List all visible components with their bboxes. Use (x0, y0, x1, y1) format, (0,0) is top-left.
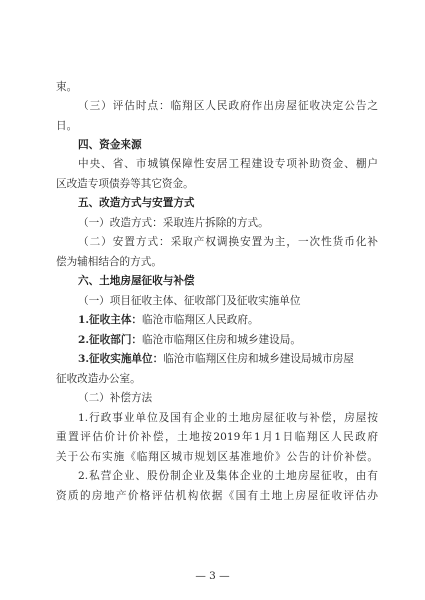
body-text-line: 关于公布实施《临翔区城市规划区基准地价》公告的计价补偿。 (56, 451, 378, 463)
item-label: 3.征收实施单位： (78, 353, 164, 365)
body-text-line: 日。 (56, 120, 78, 132)
body-text-line: 束。 (56, 81, 78, 93)
item-label: 1.征收主体： (78, 314, 143, 326)
item-text: 临沧市临翔区住房和城乡建设局。 (142, 334, 301, 346)
body-text-line: （三）评估时点：临翔区人民政府作出房屋征收决定公告之 (78, 100, 378, 112)
body-text-line: 征收改造办公室。 (56, 373, 141, 385)
body-text-line: 资质的房地产价格评估机构依据《国有土地上房屋征收评估办 (56, 490, 378, 502)
body-text-line: 区改造专项债券等其它资金。 (56, 178, 194, 190)
page-number: — 3 — (195, 570, 230, 582)
body-text-line (78, 352, 378, 366)
subsection-heading: （一）项目征收主体、征收部门及征收实施单位 (78, 295, 301, 307)
body-text-line: 中央、省、市城镇保障性安居工程建设专项补助资金、棚户 (78, 158, 378, 170)
body-text-line (78, 313, 378, 327)
body-text-line: 重置评估价计价补偿，土地按2019年1月1日临翔区人民政府 (56, 431, 378, 443)
body-text-line: （一）改造方式：采取连片拆除的方式。 (78, 217, 269, 229)
body-text-line: 偿为辅相结合的方式。 (56, 256, 162, 268)
body-text-line (78, 333, 378, 347)
body-text-line: 1.行政事业单位及国有企业的土地房屋征收与补偿，房屋按 (78, 412, 378, 424)
section-heading: 五、改造方式与安置方式 (78, 197, 195, 209)
section-heading: 六、土地房屋征收与补偿 (78, 275, 195, 287)
body-text-line: 2.私营企业、股份制企业及集体企业的土地房屋征收，由有 (78, 470, 378, 482)
body-text-line: （二）安置方式：采取产权调换安置为主，一次性货币化补 (78, 236, 378, 248)
subsection-heading: （二）补偿方法 (78, 392, 153, 404)
section-heading: 四、资金来源 (78, 139, 142, 151)
item-text: 临沧市临翔区人民政府。 (142, 314, 259, 326)
item-text: 临沧市临翔区住房和城乡建设局城市房屋 (163, 353, 354, 365)
item-label: 2.征收部门： (78, 334, 143, 346)
